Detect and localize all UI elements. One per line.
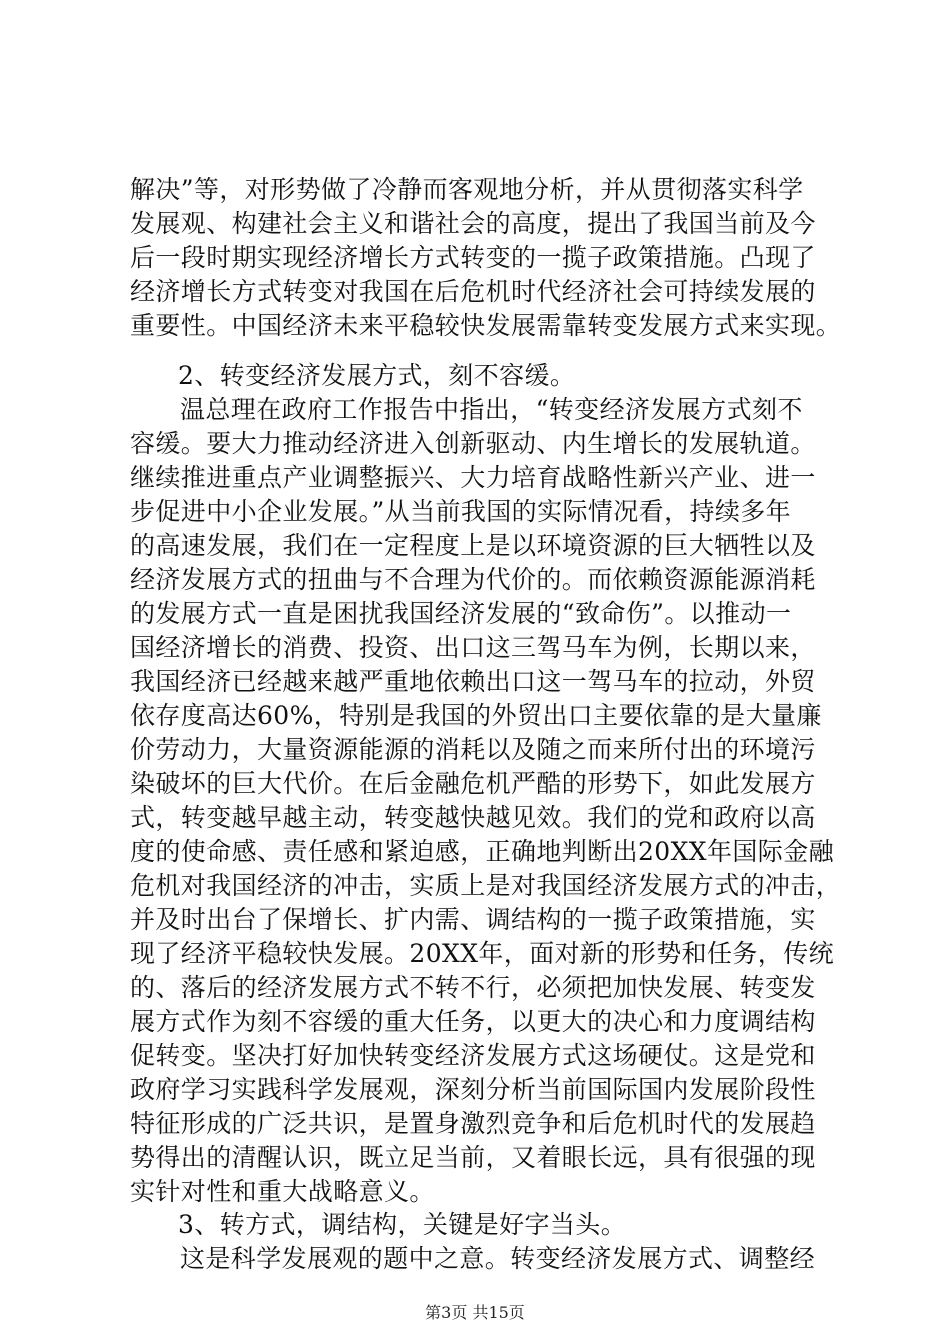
text-line: 重要性。中国经济未来平稳较快发展需靠转变发展方式来实现。 xyxy=(130,311,842,340)
text-line: 危机对我国经济的冲击，实质上是对我国经济发展方式的冲击， xyxy=(130,871,842,900)
text-line: 依存度高达60%，特别是我国的外贸出口主要依靠的是大量廉 xyxy=(130,701,822,730)
page-footer: 第3页 共15页 xyxy=(425,1303,525,1322)
section-heading: 2、转变经济发展方式，刻不容缓。 xyxy=(178,361,576,390)
text-line: 政府学习实践科学发展观，深刻分析当前国际国内发展阶段性 xyxy=(130,1075,816,1104)
text-line: 步促进中小企业发展。”从当前我国的实际情况看，持续多年 xyxy=(130,497,792,526)
text-line: 度的使命感、责任感和紧迫感，正确地判断出20XX年国际金融 xyxy=(130,837,835,866)
text-line: 促转变。坚决打好加快转变经济发展方式这场硬仗。这是党和 xyxy=(130,1041,816,1070)
text-line: 特征形成的广泛共识，是置身激烈竞争和后危机时代的发展趋 xyxy=(130,1109,816,1138)
text-line: 实针对性和重大战略意义。 xyxy=(130,1177,435,1206)
text-line: 价劳动力，大量资源能源的消耗以及随之而来所付出的环境污 xyxy=(130,735,816,764)
text-line: 的高速发展，我们在一定程度上是以环境资源的巨大牺牲以及 xyxy=(130,531,816,560)
text-line: 我国经济已经越来越严重地依赖出口这一驾马车的拉动，外贸 xyxy=(130,667,816,696)
section-heading: 3、转方式，调结构，关键是好字当头。 xyxy=(178,1210,627,1239)
paragraph-first-line: 这是科学发展观的题中之意。转变经济发展方式、调整经 xyxy=(180,1244,816,1273)
text-line: 的、落后的经济发展方式不转不行，必须把加快发展、转变发 xyxy=(130,973,816,1002)
text-line: 国经济增长的消费、投资、出口这三驾马车为例，长期以来， xyxy=(130,633,816,662)
text-line: 展方式作为刻不容缓的重大任务，以更大的决心和力度调结构 xyxy=(130,1007,816,1036)
text-line: 容缓。要大力推动经济进入创新驱动、内生增长的发展轨道。 xyxy=(130,429,816,458)
paragraph-first-line: 温总理在政府工作报告中指出，“转变经济发展方式刻不 xyxy=(180,395,803,424)
text-line: 势得出的清醒认识，既立足当前，又着眼长远，具有很强的现 xyxy=(130,1143,816,1172)
text-line: 现了经济平稳较快发展。20XX年，面对新的形势和任务，传统 xyxy=(130,939,835,968)
text-line: 解决”等，对形势做了冷静而客观地分析，并从贯彻落实科学 xyxy=(130,175,804,204)
text-line: 并及时出台了保增长、扩内需、调结构的一揽子政策措施，实 xyxy=(130,905,816,934)
text-line: 后一段时期实现经济增长方式转变的一揽子政策措施。凸现了 xyxy=(130,243,816,272)
text-line: 经济发展方式的扭曲与不合理为代价的。而依赖资源能源消耗 xyxy=(130,565,816,594)
text-line: 经济增长方式转变对我国在后危机时代经济社会可持续发展的 xyxy=(130,277,816,306)
text-line: 式，转变越早越主动，转变越快越见效。我们的党和政府以高 xyxy=(130,803,816,832)
text-line: 继续推进重点产业调整振兴、大力培育战略性新兴产业、进一 xyxy=(130,463,816,492)
text-line: 染破坏的巨大代价。在后金融危机严酷的形势下，如此发展方 xyxy=(130,769,816,798)
text-line: 的发展方式一直是困扰我国经济发展的“致命伤”。以推动一 xyxy=(130,599,792,628)
text-line: 发展观、构建社会主义和谐社会的高度，提出了我国当前及今 xyxy=(130,209,816,238)
